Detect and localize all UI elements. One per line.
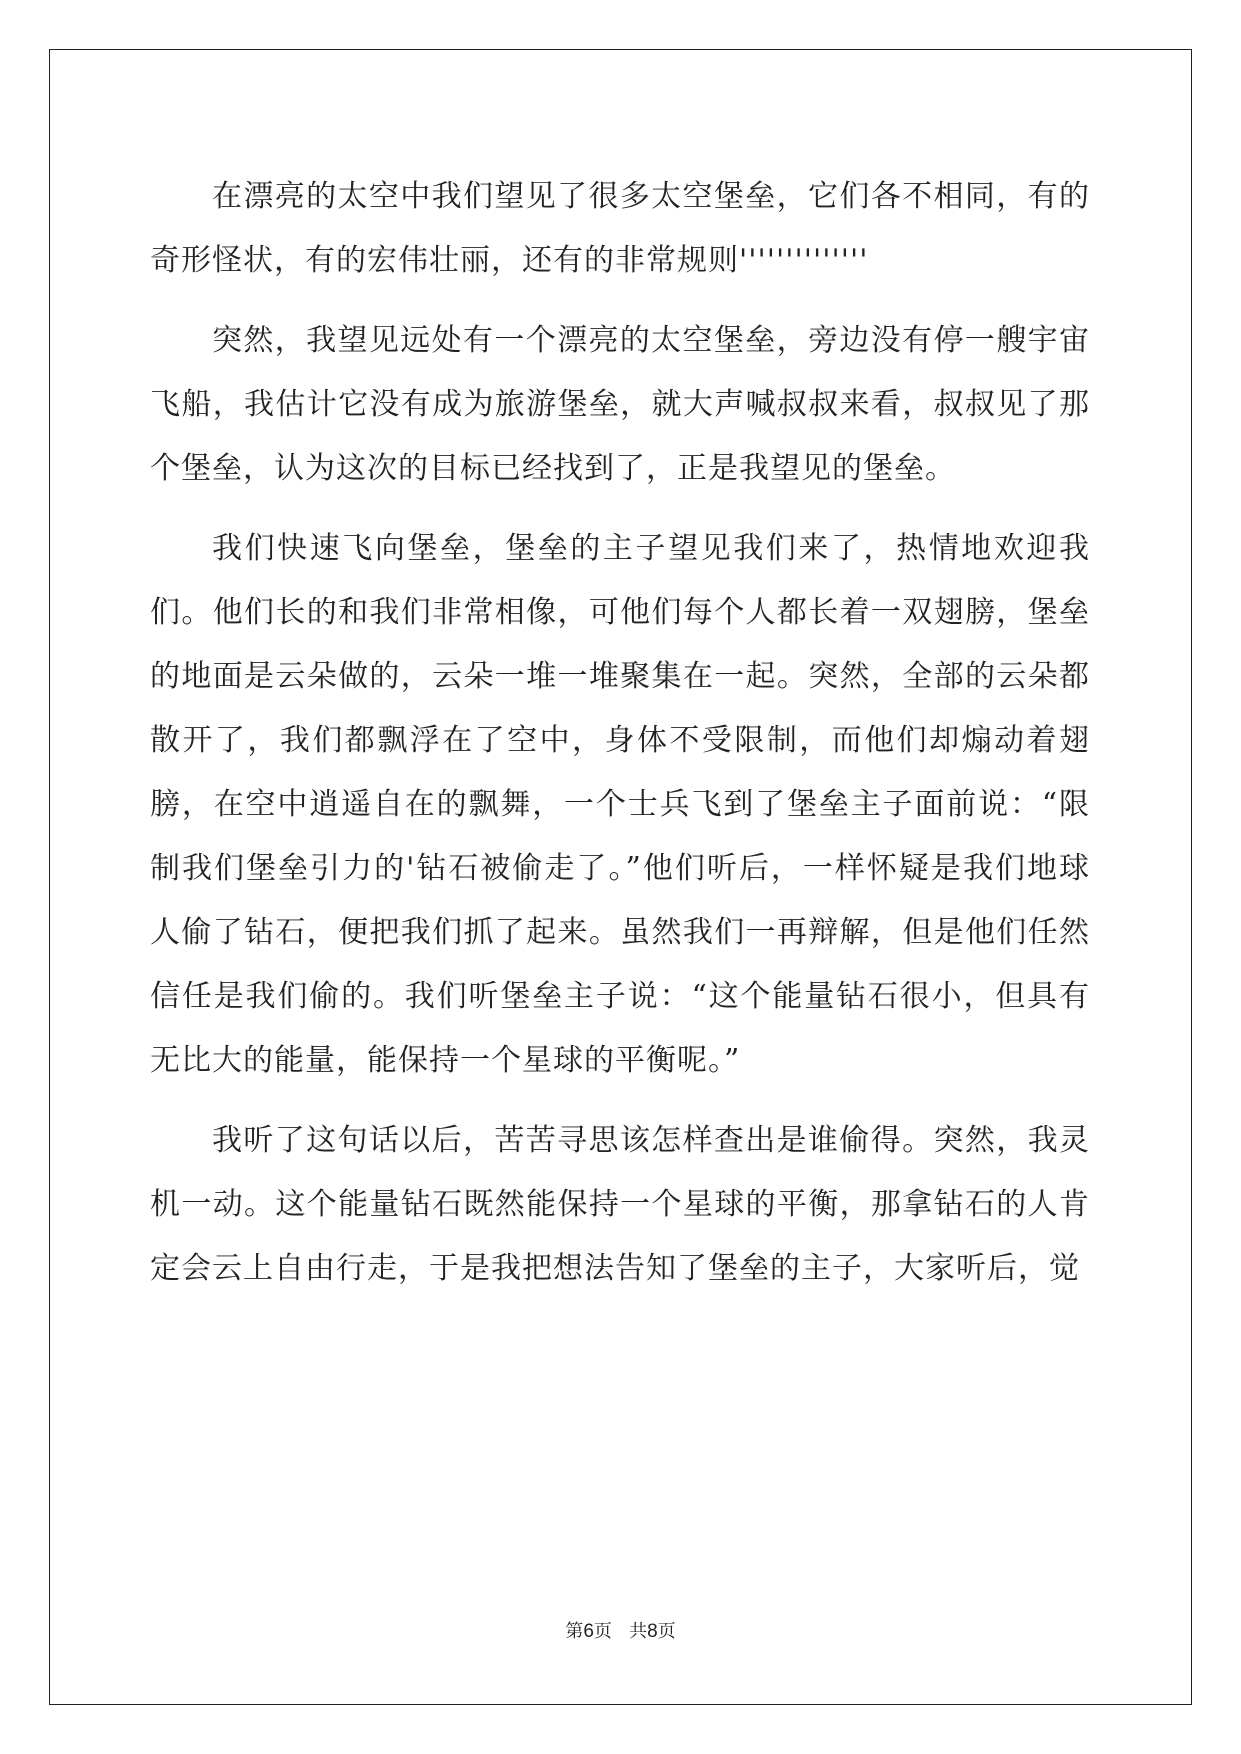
page-number: 6	[583, 1621, 594, 1642]
paragraph: 在漂亮的太空中我们望见了很多太空堡垒，它们各不相同，有的奇形怪状，有的宏伟壮丽，还有的非常规则''''''''''''''	[150, 179, 1090, 278]
total-pages: 8	[647, 1621, 658, 1642]
paragraph: 突然，我望见远处有一个漂亮的太空堡垒，旁边没有停一艘宇宙飞船，我估计它没有成为旅游堡垒，就大声喊叔叔来看，叔叔见了那个堡垒，认为这次的目标已经找到了，正是我望见的堡垒。	[150, 323, 1090, 486]
page-footer	[0, 1620, 1241, 1644]
page-prefix: 第	[565, 1621, 584, 1642]
document-body	[150, 165, 1090, 1301]
total-prefix: 共	[629, 1621, 648, 1642]
paragraph: 我们快速飞向堡垒，堡垒的主子望见我们来了，热情地欢迎我们。他们长的和我们非常相像，可他们每个人都长着一双翅膀，堡垒的地面是云朵做的，云朵一堆一堆聚集在一起。突然，全部的云朵都散开了，我们都飘浮在了空中，身体不受限制，而他们却煽动着翅膀，在空中逍遥自在的飘舞，一个士兵飞到了堡垒主子面前说：“限制我们堡垒引力的'钻石被偷走了。”他们听后，一样怀疑是我们地球人偷了钻石，便把我们抓了起来。虽然我们一再辩解，但是他们任然信任是我们偷的。我们听堡垒主子说：“这个能量钻石很小，但具有无比大的能量，能保持一个星球的平衡呢。”	[150, 531, 1090, 1078]
paragraph: 我听了这句话以后，苦苦寻思该怎样查出是谁偷得。突然，我灵机一动。这个能量钻石既然能保持一个星球的平衡，那拿钻石的人肯定会云上自由行走，于是我把想法告知了堡垒的主子，大家听后，觉	[150, 1123, 1090, 1286]
total-suffix: 页	[657, 1621, 676, 1642]
page-suffix: 页	[593, 1621, 612, 1642]
